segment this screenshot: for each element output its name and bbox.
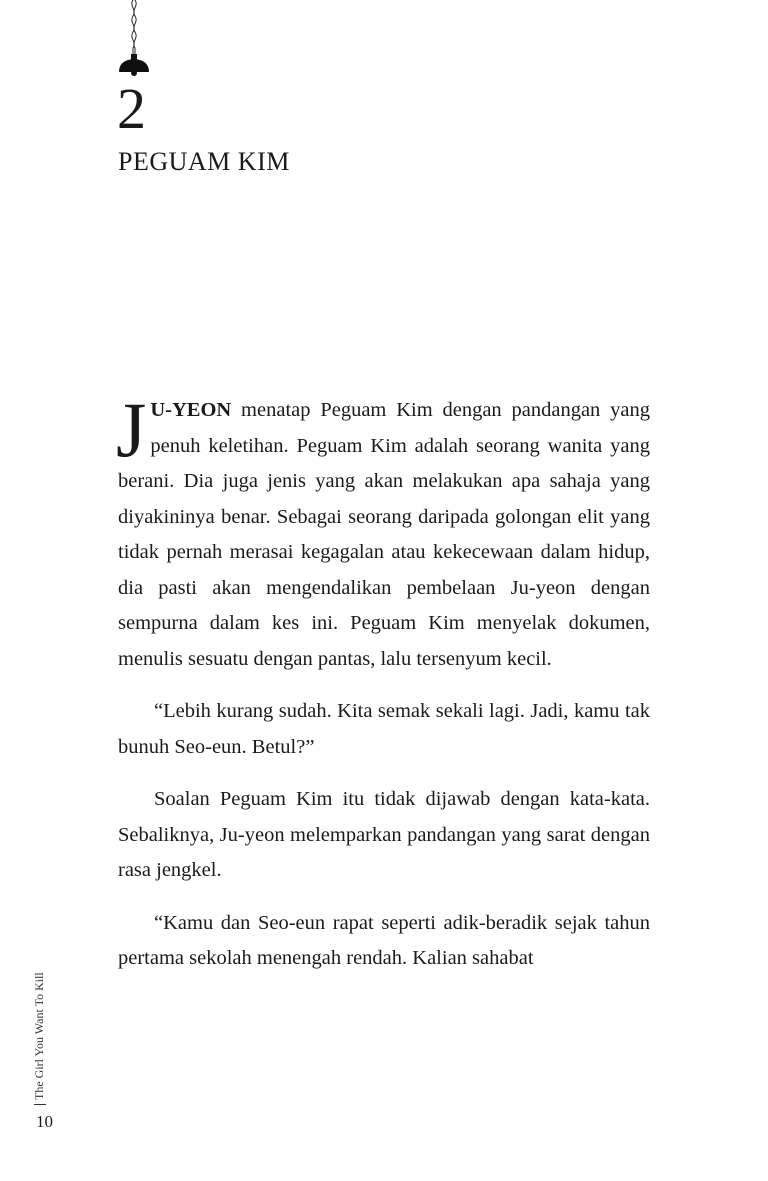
book-title: The Girl You Want To Kill (32, 972, 46, 1100)
paragraph-4: “Kamu dan Seo-eun rapat seperti adik-beradik sejak tahun pertama sekolah menengah rendah. Kalian sahabat (118, 911, 650, 969)
lead-word: U-YEON (150, 399, 232, 421)
page-number: 10 (36, 1112, 53, 1131)
chapter-body (116, 386, 650, 977)
divider (34, 1104, 46, 1105)
paragraph-3: Soalan Peguam Kim itu tidak dijawab dengan kata-kata. Sebaliknya, Ju-yeon melemparkan pandangan yang sarat dengan rasa jengkel. (118, 788, 650, 881)
drop-cap: J (116, 386, 147, 473)
chapter-title: PEGUAM KIM (118, 147, 290, 176)
running-book-title (32, 972, 46, 1105)
hanging-lamp-icon (112, 0, 156, 78)
chapter-number: 2 (117, 76, 146, 141)
paragraph-2: “Lebih kurang sudah. Kita semak sekali lagi. Jadi, kamu tak bunuh Seo-eun. Betul?” (118, 700, 650, 758)
paragraph-1-text: menatap Peguam Kim dengan pandangan yang penuh keletihan. Peguam Kim adalah seorang wanita yang berani. Dia juga jenis yang akan melakukan apa sahaja yang diyakininya benar. Sebagai seorang daripada golongan elit yang tidak pernah merasai kegagalan atau kekecewaan dalam hidup, dia pasti akan mengendalikan pembelaan Ju-yeon dengan sempurna dalam kes ini. Peguam Kim menyelak dokumen, menulis sesuatu dengan pantas, lalu tersenyum kecil. (118, 399, 650, 670)
paragraph-1 (116, 386, 650, 677)
